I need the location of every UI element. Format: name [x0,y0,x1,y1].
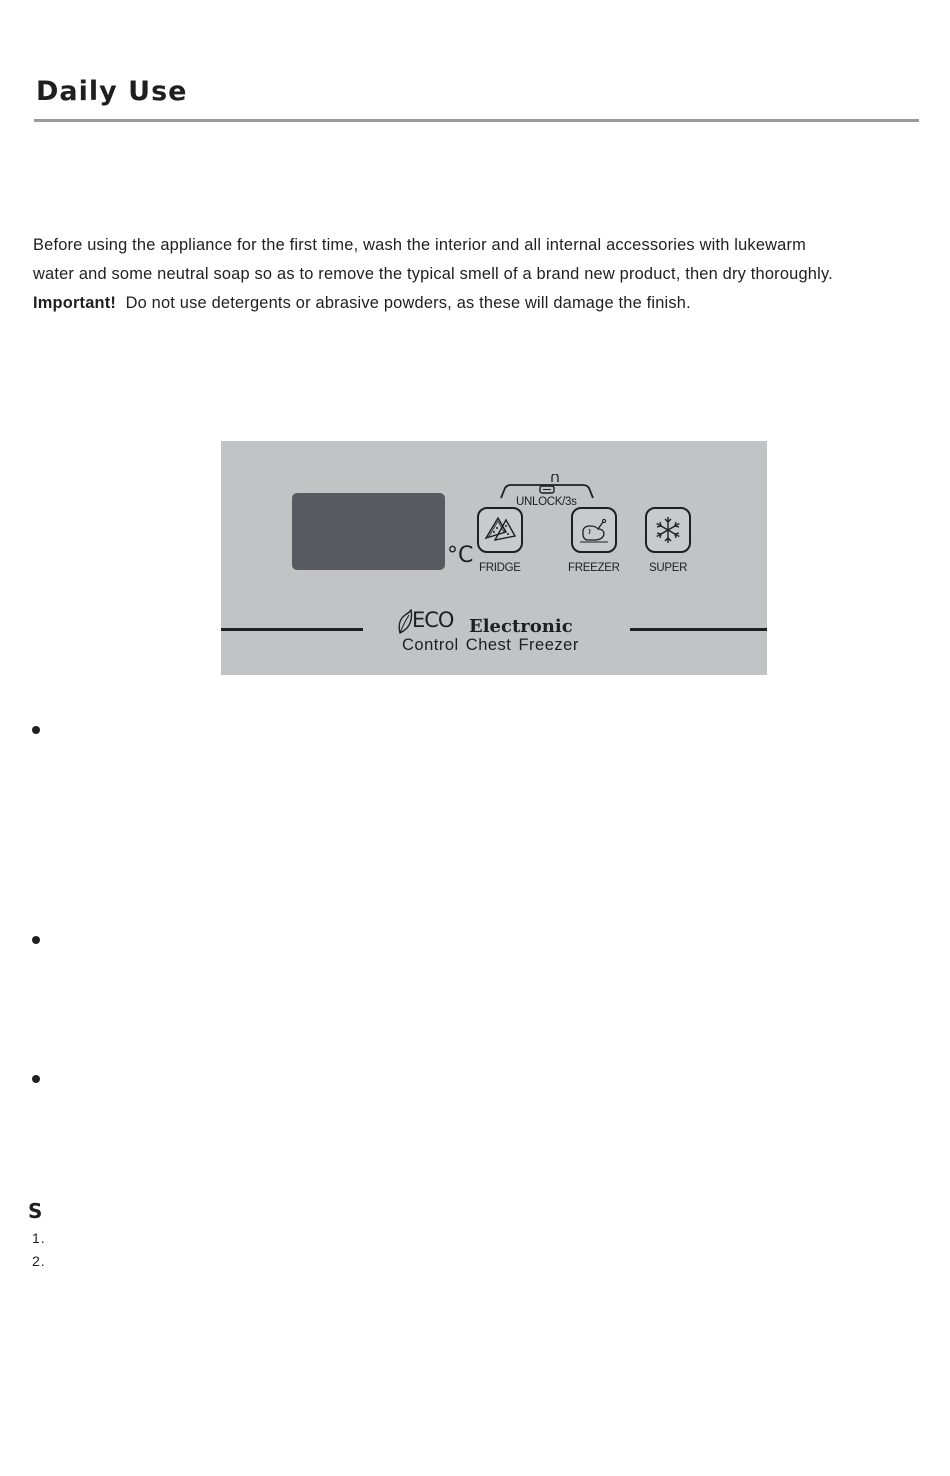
important-label: Important! [33,294,117,312]
temperature-display [292,493,445,570]
important-note [33,289,948,318]
eco-logo-text: ECO [412,608,454,632]
panel-divider-right [630,628,767,631]
intro-line-2: water and some neutral soap so as to remove the typical smell of a brand new product, then dry thoroughly. [33,265,833,283]
bullet-point [32,726,40,734]
list-number: 1. [32,1230,46,1246]
freezer-label: FREEZER [568,562,620,574]
title-divider [34,119,919,122]
brand-subtitle: Control Chest Freezer [402,636,579,654]
eco-logo [397,608,459,638]
brand-title: Electronic [469,616,573,637]
snowflake-icon [652,514,684,546]
page-title: Daily Use [36,76,188,107]
intro-line-1: Before using the appliance for the first time, wash the interior and all internal accessories with lukewarm [33,236,807,254]
freezer-button[interactable] [571,507,617,553]
intro-paragraph [33,231,948,318]
control-panel [221,441,767,675]
celsius-unit: °C [447,543,474,568]
important-text: Do not use detergents or abrasive powders, as these will damage the finish. [125,294,691,312]
watermelon-icon [482,512,518,548]
bullet-point [32,1075,40,1083]
list-number: 2. [32,1253,46,1269]
bullet-point [32,936,40,944]
fridge-button[interactable] [477,507,523,553]
chicken-icon [576,512,612,548]
leaf-icon [397,609,413,635]
panel-divider-left [221,628,363,631]
section-heading: S [28,1199,43,1223]
fridge-label: FRIDGE [479,562,521,574]
super-button[interactable] [645,507,691,553]
super-label: SUPER [649,562,688,574]
unlock-label: UNLOCK/3s [516,496,577,508]
